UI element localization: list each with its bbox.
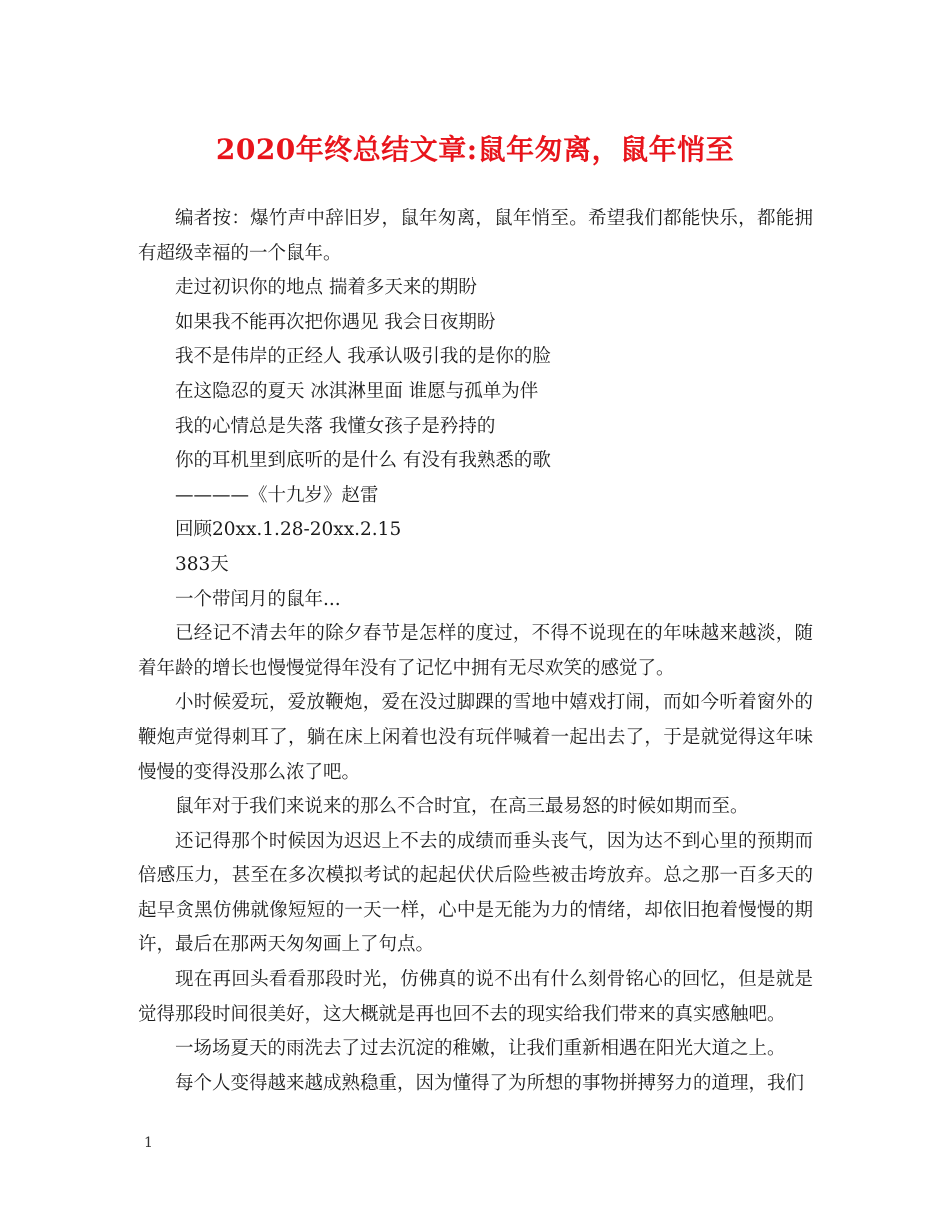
paragraph-lyric-4: 在这隐忍的夏天 冰淇淋里面 谁愿与孤单为伴	[175, 380, 539, 402]
page-number: 1	[144, 1135, 153, 1151]
paragraph-lyric-1: 走过初识你的地点 揣着多天来的期盼	[175, 277, 477, 299]
paragraph-leap-month: 一个带闰月的鼠年...	[175, 588, 341, 610]
paragraph-body: 小时候爱玩，爱放鞭炮，爱在没过脚踝的雪地中嬉戏打闹，而如今听着窗外的鞭炮声觉得刺耳了，躺在床上闲着也没有玩伴喊着一起出去了，于是就觉得这年味慢慢的变得没那么浓了吧。	[138, 692, 813, 783]
paragraph-body: 现在再回头看看那段时光，仿佛真的说不出有什么刻骨铭心的回忆，但是就是觉得那段时间很美好，这大概就是再也回不去的现实给我们带来的真实感触吧。	[138, 969, 813, 1025]
paragraph-body: 还记得那个时候因为迟迟上不去的成绩而垂头丧气，因为达不到心里的预期而倍感压力，甚至在多次模拟考试的起起伏伏后险些被击垮放弃。总之那一百多天的起早贪黑仿佛就像短短的一天一样，心中是无能为力的情绪，却依旧抱着慢慢的期许，最后在那两天匆匆画上了句点。	[138, 830, 813, 956]
paragraph-lyric-2: 如果我不能再次把你遇见 我会日夜期盼	[175, 311, 496, 333]
paragraph-body: 已经记不清去年的除夕春节是怎样的度过，不得不说现在的年味越来越淡，随着年龄的增长也慢慢觉得年没有了记忆中拥有无尽欢笑的感觉了。	[138, 623, 813, 679]
paragraph-body: 鼠年对于我们来说来的那么不合时宜，在高三最易怒的时候如期而至。	[175, 796, 749, 818]
paragraph-lyric-3: 我不是伟岸的正经人 我承认吸引我的是你的脸	[175, 346, 551, 368]
paragraph-lyric-5: 我的心情总是失落 我懂女孩子是矜持的	[175, 415, 496, 437]
paragraph-body: 每个人变得越来越成熟稳重，因为懂得了为所想的事物拼搏努力的道理，我们	[175, 1072, 805, 1094]
paragraph-review-dates: 回顾20xx.1.28-20xx.2.15	[175, 519, 402, 541]
paragraph-editor-note: 编者按：爆竹声中辞旧岁，鼠年匆离，鼠年悄至。希望我们都能快乐，都能拥有超级幸福的一个鼠年。	[138, 208, 813, 264]
document-title: 2020年终总结文章:鼠年匆离，鼠年悄至	[215, 133, 735, 166]
document-body	[138, 202, 813, 1101]
paragraph-body: 一场场夏天的雨洗去了过去沉淀的稚嫩，让我们重新相遇在阳光大道之上。	[175, 1038, 786, 1060]
paragraph-lyric-credit: ————《十九岁》赵雷	[175, 484, 379, 506]
paragraph-lyric-6: 你的耳机里到底听的是什么 有没有我熟悉的歌	[175, 450, 551, 472]
paragraph-day-count: 383天	[175, 553, 229, 575]
